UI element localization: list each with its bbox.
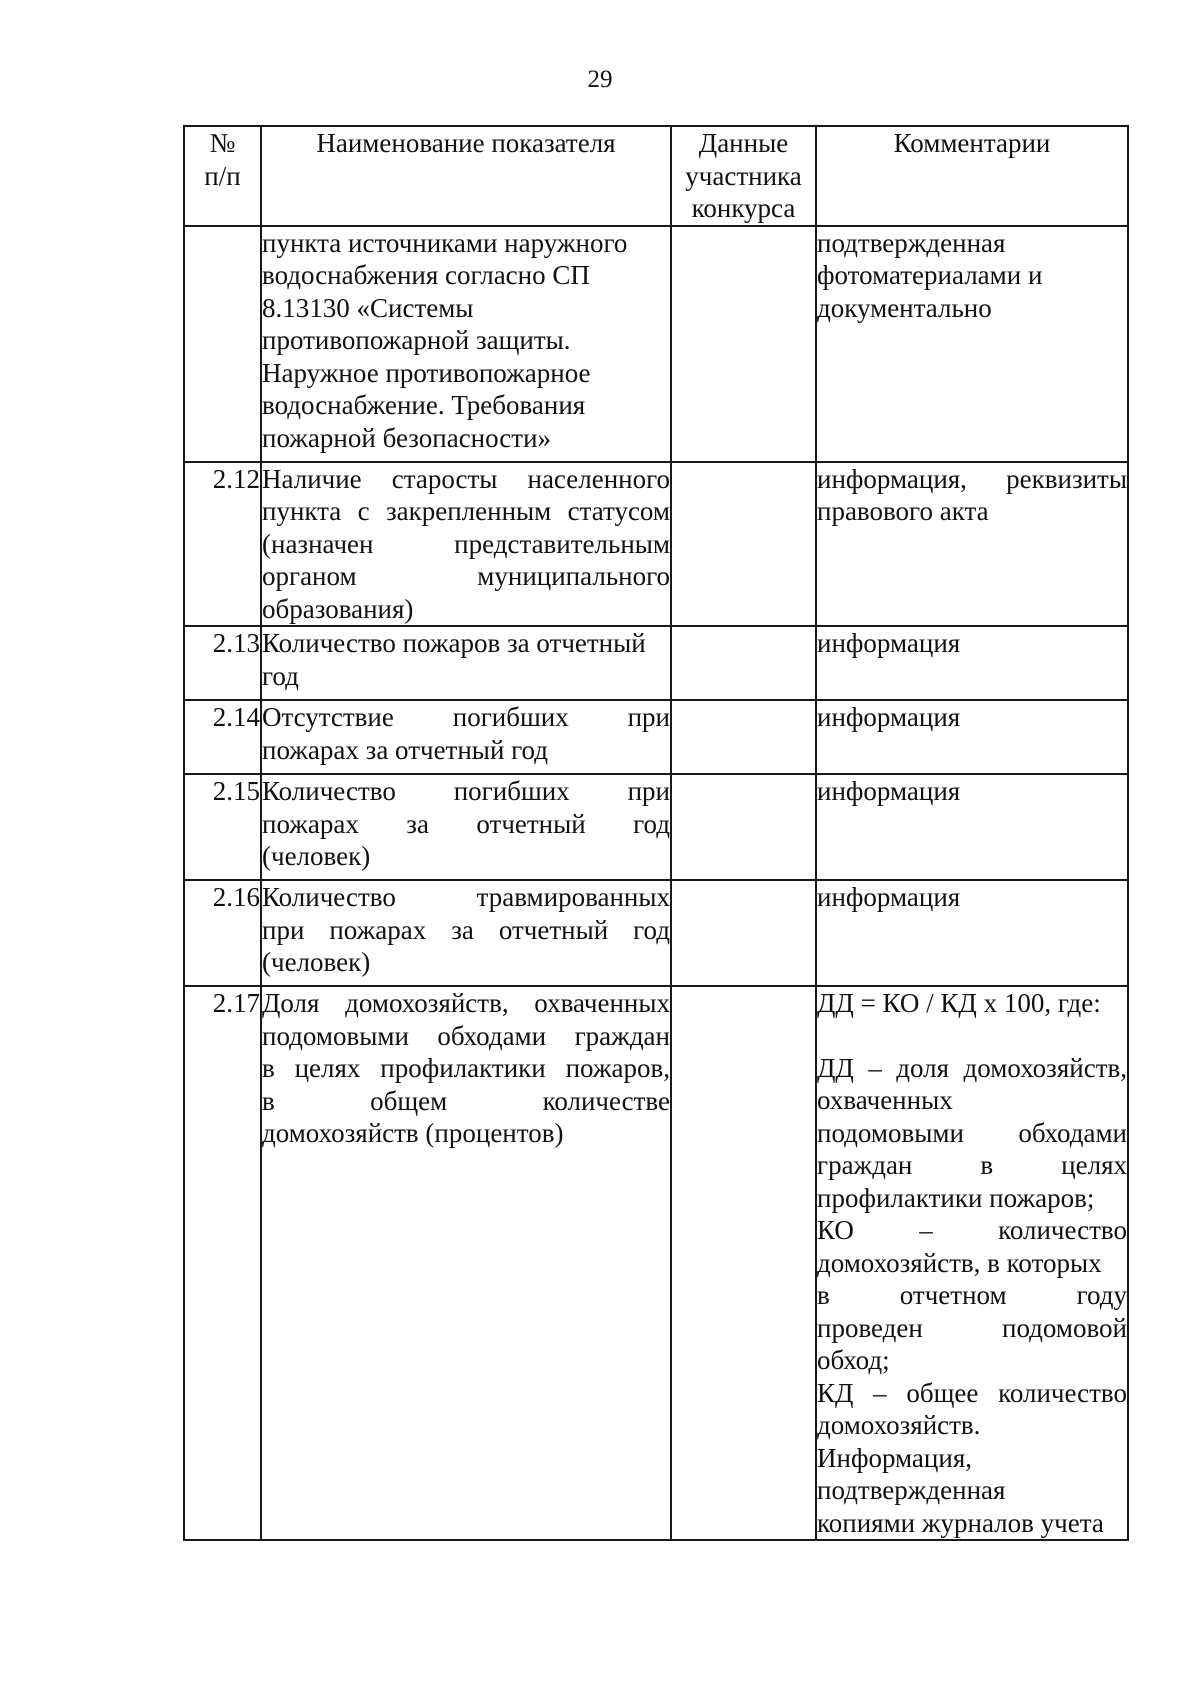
participant-data-cell [671,626,816,700]
indicator-name: Количество травмированных при пожарах за отчетный год (человек) [261,880,671,986]
indicators-table [183,125,1129,1541]
participant-data-cell [671,700,816,774]
row-number: 2.12 [184,462,261,627]
row-number: 2.14 [184,700,261,774]
table-row [184,986,1128,1540]
comment-cell: информация [816,626,1128,700]
row-number: 2.17 [184,986,261,1540]
header-comments: Комментарии [816,126,1128,226]
table-row [184,626,1128,700]
participant-data-cell [671,986,816,1540]
formula: ДД = КО / КД х 100, где: [817,988,1101,1018]
comment-cell: информация [816,880,1128,986]
table-row [184,226,1128,462]
row-number: 2.13 [184,626,261,700]
header-number: № п/п [184,126,261,226]
comment-cell: информация [816,774,1128,880]
header-participant-data: Данные участника конкурса [671,126,816,226]
header-indicator-name: Наименование показателя [261,126,671,226]
participant-data-cell [671,226,816,462]
page-number: 29 [587,66,613,93]
table-row [184,774,1128,880]
indicator-name: Наличие старосты населенного пункта с закрепленным статусом (назначен представительным органом муниципального образования) [261,462,671,627]
comment-cell: информация, реквизиты правового акта [816,462,1128,627]
indicator-name: Количество погибших при пожарах за отчетный год (человек) [261,774,671,880]
indicator-name: Доля домохозяйств, охваченных подомовыми обходами граждан в целях профилактики пожаров, в общем количестве домохозяйств (процентов) [261,986,671,1540]
table-row [184,880,1128,986]
row-number: 2.15 [184,774,261,880]
indicator-name: Количество пожаров за отчетный год [261,626,671,700]
indicator-name: пункта источниками наружного водоснабжения согласно СП 8.13130 «Системы противопожарной защиты. Наружное противопожарное водоснабжение. Требования пожарной безопасности» [261,226,671,462]
participant-data-cell [671,462,816,627]
indicator-name: Отсутствие погибших при пожарах за отчетный год [261,700,671,774]
comment-cell: информация [816,700,1128,774]
comment-cell: подтвержденная фотоматериалами и документально [816,226,1128,462]
participant-data-cell [671,774,816,880]
table-header-row [184,126,1128,226]
participant-data-cell [671,880,816,986]
table-row [184,462,1128,627]
table-row [184,700,1128,774]
comment-cell: ДД = КО / КД х 100, где: ДД – доля домохозяйств, охваченных подомовыми обходами граждан в целях профилактики пожаров; КО – количество домохозяйств, в которых в отчетном году проведен подомовой обход; КД – общее количество домохозяйств. Информация, подтвержденная копиями журналов учета [816,986,1128,1540]
row-number: 2.16 [184,880,261,986]
row-number [184,226,261,462]
